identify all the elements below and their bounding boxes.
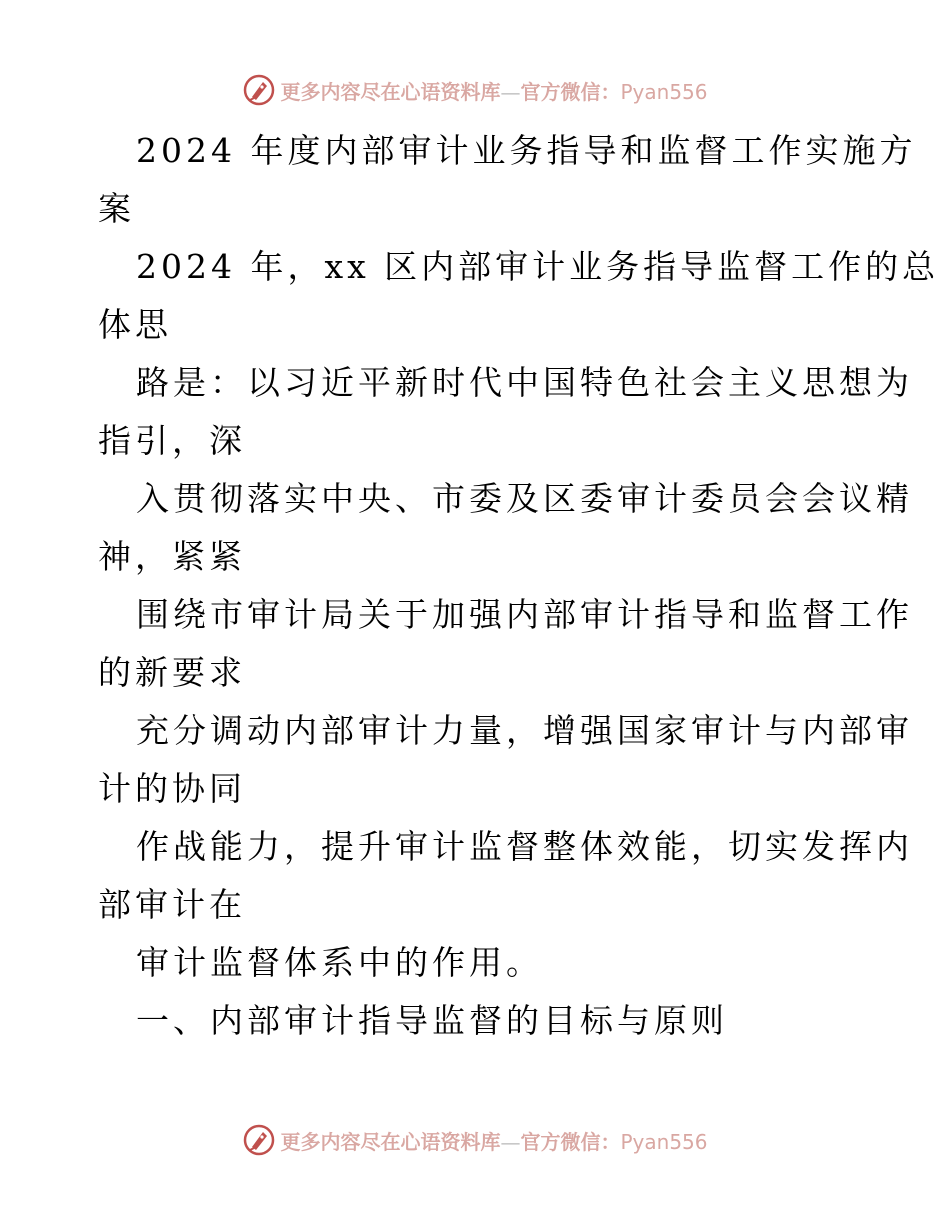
footer-banner-separator: — — [500, 1129, 521, 1154]
doc-line: 作战能力，提升审计监督整体效能，切实发挥内 — [136, 827, 913, 866]
doc-line: 体思 — [98, 305, 172, 344]
section-heading: 一、内部审计指导监督的目标与原则 — [136, 1001, 728, 1040]
doc-line: 计的协同 — [98, 769, 246, 808]
doc-line: 案 — [98, 189, 135, 228]
footer-banner-text — [280, 1126, 707, 1155]
document-body — [98, 122, 940, 1050]
doc-line: 围绕市审计局关于加强内部审计指导和监督工作 — [136, 595, 913, 634]
footer-banner — [0, 1120, 950, 1160]
doc-line: 2024 年，xx 区内部审计业务指导监督工作的总 — [136, 247, 940, 286]
doc-line: 神，紧紧 — [98, 537, 246, 576]
header-banner-wechat-id: Pyan556 — [620, 79, 708, 104]
header-banner-text — [280, 76, 707, 105]
doc-line: 指引，深 — [98, 421, 246, 460]
doc-line: 路是：以习近平新时代中国特色社会主义思想为 — [136, 363, 913, 402]
footer-banner-wechat-label: 官方微信： — [520, 1129, 621, 1154]
pen-nib-logo-icon — [242, 73, 276, 107]
doc-line: 充分调动内部审计力量，增强国家审计与内部审 — [136, 711, 913, 750]
doc-line: 部审计在 — [98, 885, 246, 924]
header-banner-wechat-label: 官方微信： — [520, 79, 621, 104]
footer-banner-title: 更多内容尽在心语资料库 — [280, 1129, 501, 1154]
doc-line: 入贯彻落实中央、市委及区委审计委员会会议精 — [136, 479, 913, 518]
doc-line: 审计监督体系中的作用。 — [136, 943, 543, 982]
doc-line: 2024 年度内部审计业务指导和监督工作实施方 — [136, 131, 917, 170]
footer-banner-wechat-id: Pyan556 — [620, 1129, 708, 1154]
header-banner — [0, 70, 950, 110]
header-banner-title: 更多内容尽在心语资料库 — [280, 79, 501, 104]
pen-nib-logo-icon — [242, 1123, 276, 1157]
doc-line: 的新要求 — [98, 653, 246, 692]
header-banner-separator: — — [500, 79, 521, 104]
